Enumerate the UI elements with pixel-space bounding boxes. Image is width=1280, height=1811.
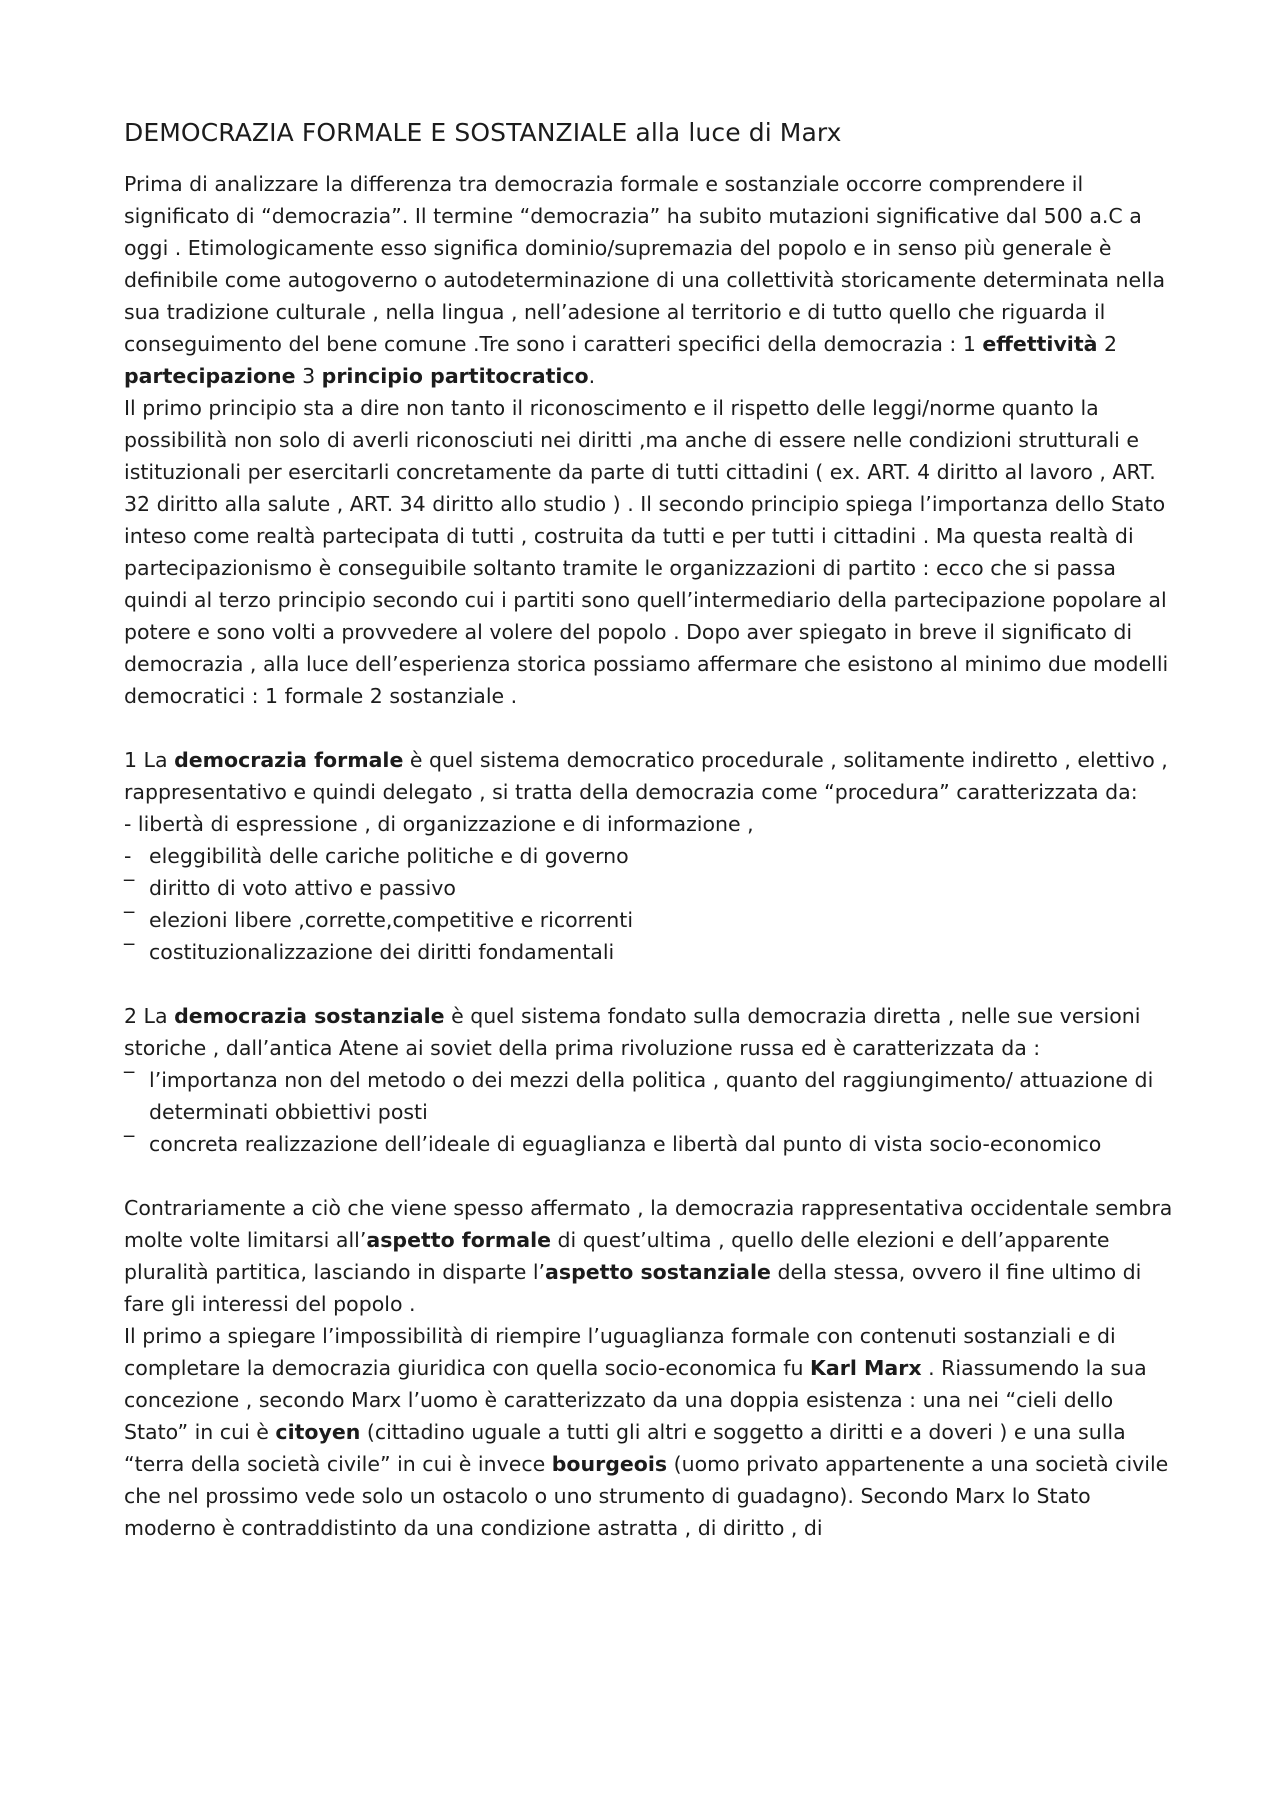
dash-bullet: ‾ — [124, 940, 135, 964]
term-partecipazione: partecipazione — [124, 364, 296, 388]
list-item: ‾ l’importanza non del metodo o dei mezzi della politica , quanto del raggiungimento/ attuazione di determinati obbiettivi posti — [124, 1064, 1180, 1128]
formale-post: è quel sistema democratico procedurale , solitamente indiretto , elettivo , rappresentativo e quindi delegato , si tratta della democrazia come “procedura” caratterizzata da: — [124, 748, 1168, 804]
term-principio-partitocratico: principio partitocratico — [321, 364, 589, 388]
list-item: ‾ diritto di voto attivo e passivo — [124, 872, 1180, 904]
dash-bullet: - — [124, 844, 132, 868]
sostanziale-post: è quel sistema fondato sulla democrazia diretta , nelle sue versioni storiche , dall’antica Atene ai soviet della prima rivoluzione russa ed è caratterizzata da : — [124, 1004, 1141, 1060]
term-bourgeois: bourgeois — [551, 1452, 668, 1476]
sostanziale-paragraph — [124, 1000, 1180, 1064]
spacer — [124, 968, 1180, 1000]
dash-bullet: ‾ — [124, 1068, 135, 1092]
marx-paragraph: Il primo a spiegare l’impossibilità di riempire l’uguaglianza formale con contenuti sostanziali e di completare la democrazia giuridica con quella socio-economica fu Karl Marx . Riassumendo la sua concezione , secondo Marx l’uomo è caratterizzato da una doppia esistenza : una nei “cieli dello Stato” in cui è citoyen (cittadino uguale a tutti gli altri e soggetto a diritti e a doveri ) e una sulla “terra della società civile” in cui è invece bourgeois (uomo privato appartenente a una società civile che nel prossimo vede solo un ostacolo o uno strumento di guadagno). Secondo Marx lo Stato moderno è contraddistinto da una condizione astratta , di diritto , di — [124, 1324, 1169, 1540]
intro-text-1: Prima di analizzare la differenza tra democrazia formale e sostanziale occorre comprendere il significato di “democrazia”. Il termine “democrazia” ha subito mutazioni significative dal 500 a.C a oggi . Etimologicamente esso significa dominio/supremazia del popolo e in senso più generale è definibile come autogoverno o autodeterminazione di una collettività storicamente determinata nella sua tradizione culturale , nella lingua , nell’adesione al territorio e di tutto quello che riguarda il conseguimento del bene comune .Tre sono i caratteri specifici della democrazia : 1 — [124, 172, 1166, 356]
conclusion-paragraph: Contrariamente a ciò che viene spesso affermato , la democrazia rappresentativa occidentale sembra molte volte limitarsi all’aspetto formale di quest’ultima , quello delle elezioni e dell’apparente pluralità partitica, lasciando in disparte l’aspetto sostanziale della stessa, ovvero il fine ultimo di fare gli interessi del popolo . — [124, 1196, 1173, 1316]
term-karl-marx: Karl Marx — [810, 1356, 922, 1380]
intro-paragraph — [124, 168, 1180, 392]
term-democrazia-formale: democrazia formale — [174, 748, 404, 772]
formale-paragraph — [124, 744, 1180, 808]
term-aspetto-formale: aspetto formale — [366, 1228, 552, 1252]
list-item: - libertà di espressione , di organizzazione e di informazione , — [124, 812, 754, 836]
sostanziale-list — [124, 1064, 1180, 1160]
document-title: DEMOCRAZIA FORMALE E SOSTANZIALE alla luce di Marx — [124, 118, 842, 147]
list-item: ‾ concreta realizzazione dell’ideale di eguaglianza e libertà dal punto di vista socio-economico — [124, 1128, 1180, 1160]
spacer — [124, 1160, 1180, 1192]
dash-bullet: ‾ — [124, 908, 135, 932]
intro-text-4: . — [588, 364, 596, 388]
dash-bullet: ‾ — [124, 876, 135, 900]
term-effettivita: effettività — [982, 332, 1098, 356]
list-item: ‾ costituzionalizzazione dei diritti fondamentali — [124, 936, 1180, 968]
formale-pre: 1 La — [124, 748, 175, 772]
sostanziale-pre: 2 La — [124, 1004, 175, 1028]
intro-text-3: 3 — [295, 364, 322, 388]
dash-bullet: ‾ — [124, 1132, 135, 1156]
spacer — [124, 712, 1180, 744]
principles-paragraph: Il primo principio sta a dire non tanto il riconoscimento e il rispetto delle leggi/norme quanto la possibilità non solo di averli riconosciuti nei diritti ,ma anche di essere nelle condizioni strutturali e istituzionali per esercitarli concretamente da parte di tutti cittadini ( ex. ART. 4 diritto al lavoro , ART. 32 diritto alla salute , ART. 34 diritto allo studio ) . Il secondo principio spiega l’importanza dello Stato inteso come realtà partecipata di tutti , costruita da tutti e per tutti i cittadini . Ma questa realtà di partecipazionismo è conseguibile soltanto tramite le organizzazioni di partito : ecco che si passa quindi al terzo principio secondo cui i partiti sono quell’intermediario della partecipazione popolare al potere e sono volti a provvedere al volere del popolo . Dopo aver spiegato in breve il significato di democrazia , alla luce dell’esperienza storica possiamo affermare che esistono al minimo due modelli democratici : 1 formale 2 sostanziale . — [124, 396, 1169, 708]
document-page — [124, 118, 1180, 1544]
term-aspetto-sostanziale: aspetto sostanziale — [545, 1260, 771, 1284]
term-democrazia-sostanziale: democrazia sostanziale — [174, 1004, 445, 1028]
list-item: - eleggibilità delle cariche politiche e di governo — [124, 840, 1180, 872]
list-item: ‾ elezioni libere ,corrette,competitive e ricorrenti — [124, 904, 1180, 936]
formale-list — [124, 808, 1180, 968]
intro-text-2: 2 — [1097, 332, 1118, 356]
term-citoyen: citoyen — [275, 1420, 361, 1444]
